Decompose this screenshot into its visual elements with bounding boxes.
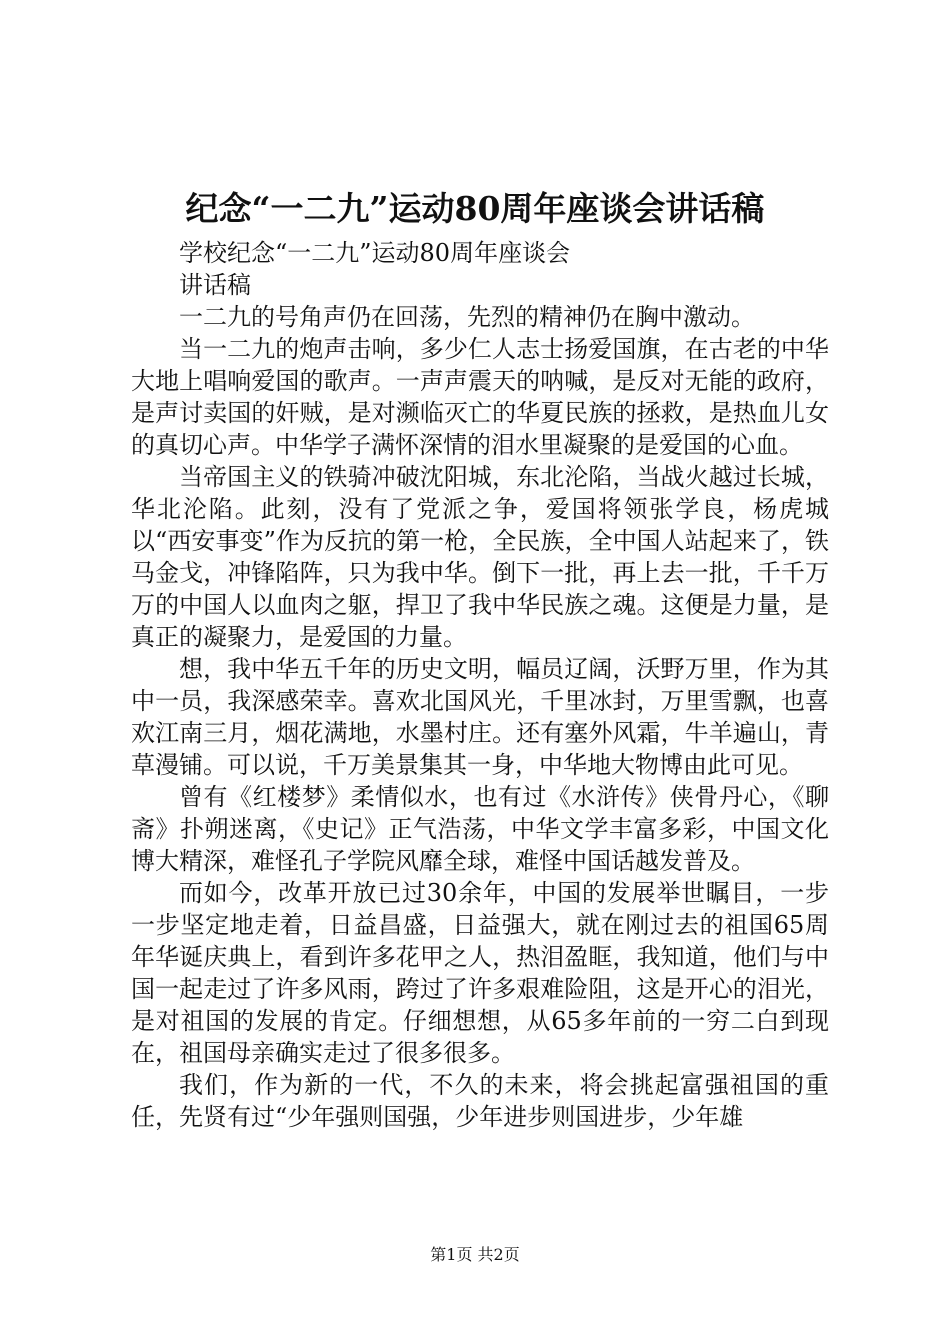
paragraph: 我们，作为新的一代，不久的未来，将会挑起富强祖国的重任，先贤有过“少年强则国强，少年进步则国进步，少年雄	[131, 1071, 829, 1131]
page-footer: 第1页 共2页	[430, 1245, 520, 1264]
paragraph-subtitle-line1: 学校纪念“一二九”运动80周年座谈会	[179, 239, 571, 267]
paragraph: 当帝国主义的铁骑冲破沈阳城，东北沦陷，当战火越过长城，华北沦陷。此刻，没有了党派之争，爱国将领张学良，杨虎城以“西安事变”作为反抗的第一枪，全民族，全中国人站起来了，铁马金戈，冲锋陷阵，只为我中华。倒下一批，再上去一批，千千万万的中国人以血肉之躯，捍卫了我中华民族之魂。这便是力量，是真正的凝聚力，是爱国的力量。	[131, 463, 829, 651]
paragraph: 曾有《红楼梦》柔情似水，也有过《水浒传》侠骨丹心，《聊斋》扑朔迷离，《史记》正气浩荡，中华文学丰富多彩，中国文化博大精深，难怪孔子学院风靡全球，难怪中国话越发普及。	[131, 783, 829, 875]
document-title: 纪念“一二九”运动80周年座谈会讲话稿	[185, 189, 765, 228]
paragraph: 当一二九的炮声击响，多少仁人志士扬爱国旗，在古老的中华大地上唱响爱国的歌声。一声声震天的呐喊，是反对无能的政府，是声讨卖国的奸贼，是对濒临灭亡的华夏民族的拯救，是热血儿女的真切心声。中华学子满怀深情的泪水里凝聚的是爱国的心血。	[131, 335, 829, 459]
document-body	[131, 237, 829, 1133]
paragraph-subtitle-line2: 讲话稿	[179, 271, 251, 299]
paragraph: 而如今，改革开放已过30余年，中国的发展举世瞩目，一步一步坚定地走着，日益昌盛，日益强大，就在刚过去的祖国65周年华诞庆典上，看到许多花甲之人，热泪盈眶，我知道，他们与中国一起走过了许多风雨，跨过了许多艰难险阻，这是开心的泪光，是对祖国的发展的肯定。仔细想想，从65多年前的一穷二白到现在，祖国母亲确实走过了很多很多。	[131, 879, 829, 1067]
paragraph: 一二九的号角声仍在回荡，先烈的精神仍在胸中激动。	[179, 303, 755, 331]
paragraph: 想，我中华五千年的历史文明，幅员辽阔，沃野万里，作为其中一员，我深感荣幸。喜欢北国风光，千里冰封，万里雪飘，也喜欢江南三月，烟花满地，水墨村庄。还有塞外风霜，牛羊遍山，青草漫铺。可以说，千万美景集其一身，中华地大物博由此可见。	[131, 655, 829, 779]
